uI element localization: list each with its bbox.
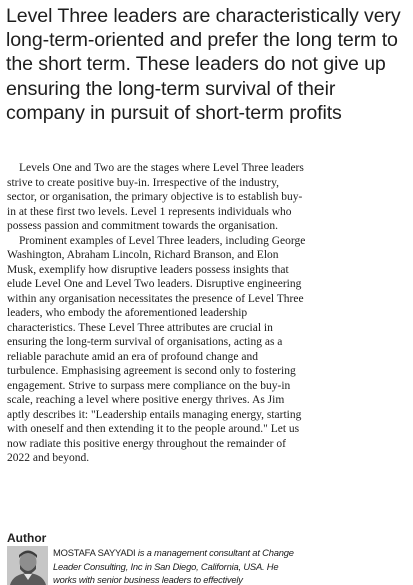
article-body (7, 161, 307, 466)
author-name: MOSTAFA SAYYADI (53, 547, 136, 558)
author-heading: Author (7, 531, 47, 545)
pull-quote: Level Three leaders are characteristically very long-term-oriented and prefer the long term to the short term. These leaders do not give up ensuring the long-term survival of their company in pursuit of short-term profits (6, 5, 401, 124)
portrait-photo-icon (7, 546, 48, 585)
author-description: is a management consultant at Change Leader Consulting, Inc in San Diego, California, USA. He works with senior business leaders to effectively (53, 547, 294, 585)
author-photo (7, 546, 48, 585)
author-bio (53, 546, 303, 585)
body-paragraph-2: Prominent examples of Level Three leaders, including George Washington, Abraham Lincoln, Richard Branson, and Elon Musk, exemplify how disruptive leaders possess insights that elude Level One and Level Two leaders. Disruptive engineering within any organisation necessitates the presence of Level Three leaders, who embody the aforementioned leadership characteristics. These Level Three attributes are crucial in ensuring the long-term survival of organisations, acting as a reliable parachute amid an era of profound change and turbulence. Emphasising agreement is second only to fostering engagement. Strive to surpass mere compliance on the buy-in scale, reaching a level where positive energy thrives. As Jim aptly describes it: "Leadership entails managing energy, starting with oneself and then extending it to the people around." Let us now radiate this positive energy throughout the remainder of 2022 and beyond. (7, 234, 306, 464)
body-paragraph-1: Levels One and Two are the stages where Level Three leaders strive to create positive buy-in. Irrespective of the industry, sector, or organisation, the primary objective is to establish buy-in at these first two levels. Level 1 represents individuals who possess passion and commitment towards the organisation. (7, 162, 304, 232)
